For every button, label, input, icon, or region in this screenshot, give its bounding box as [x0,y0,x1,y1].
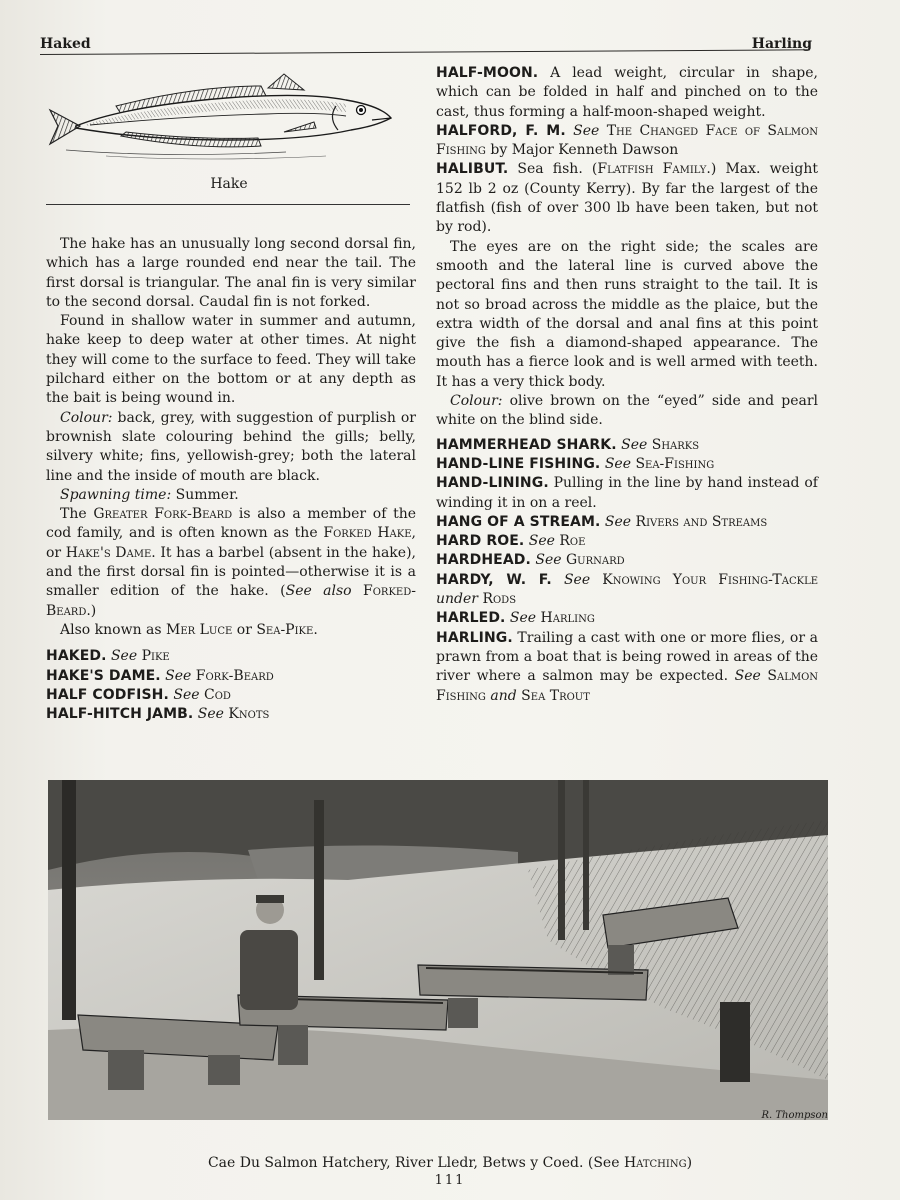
colour-text: back, grey, with suggestion of purplish or brownish slate colouring behind the gills; belly, silvery white; fins, yellowish-grey; both the lateral line and the inside of mouth are black. [46,409,416,484]
hake-paragraph-spawning [46,486,416,505]
entry-hakes-dame [46,667,416,686]
text-run: . It has a barbel (absent in the hake), and the first dorsal fin is pointed—otherwise it is a smaller edition of the hake. ( [46,544,416,600]
cross-reference: Sea Trout [521,687,590,704]
definition: Trailing a cast with one or more flies, or a prawn from a boat that is being rowed in areas of the river where a salmon may be expected. [436,629,818,685]
cross-reference: Rivers and Streams [635,513,768,530]
entry-harling [436,629,818,706]
text-run: .) [86,602,97,619]
see-label: See [173,686,200,703]
headword: HARDY, W. F. [436,571,552,588]
text-run: ) [686,1155,693,1171]
hake-paragraph-fins: The hake has an unusually long second dorsal fin, which has a large rounded end near the tail. The first dorsal is triangular. The anal fin is very similar to the second dorsal. Caudal fin is not forked. [46,236,416,310]
cross-reference: Flatfish Family. [597,161,711,178]
cross-reference: Sharks [651,436,700,453]
cross-reference: Sea-Pike [256,621,314,638]
headword: HAKE'S DAME. [46,667,161,684]
halibut-paragraph-colour [436,392,818,431]
cross-reference: Knowing Your Fishing-Tackle [602,571,819,588]
cross-reference: Hatching [623,1155,687,1171]
see-label: See [535,552,562,569]
headword: HAND-LINE FISHING. [436,455,601,472]
right-column [436,64,818,706]
cross-reference: Pike [141,648,170,665]
colour-text: olive brown on the “eyed” side and pearl white on the blind side. [436,393,818,429]
see-label: See [197,706,224,723]
entry-half-codfish [46,686,416,705]
spawning-text: Summer. [171,486,239,503]
headword: HAMMERHEAD SHARK. [436,436,617,453]
definition: by Major Kenneth Dawson [485,142,679,159]
entry-hand-line-fishing [436,455,818,474]
entry-hard-roe [436,532,818,551]
photo-credit: R. Thompson [761,1110,828,1121]
text-run: is also a member of the cod family, and is often known as the [46,506,417,542]
entry-halibut [436,160,818,237]
see-label: See [165,667,192,684]
entry-half-moon [436,64,818,122]
figure-rule [46,204,410,205]
hake-paragraph-colour [46,409,416,486]
and-label: and [490,687,517,704]
cross-reference: Rods [482,591,517,608]
running-head-left: Haked [40,36,91,52]
under-label: under [436,591,478,608]
text-run: or [232,621,257,638]
cross-reference: Mer Luce [166,621,233,638]
entry-hang-of-a-stream [436,513,818,532]
headword: HARDHEAD. [436,552,531,569]
entry-hardy [436,571,818,610]
text-run: ) Max. weight 152 lb 2 oz (County Kerry). By far the largest of the flatfish (fish of over 300 lb have been taken, but not by rod). [436,161,818,236]
cross-reference: Greater Fork-Beard [93,506,233,523]
headword: HALF-MOON. [436,65,539,81]
hake-paragraph-aka [46,621,416,640]
colour-label: Colour: [450,393,503,410]
cross-reference: Sea-Fishing [635,455,715,472]
cross-reference: Roe [559,533,586,550]
headword: HARLED. [436,610,506,627]
text-run: Also known as [60,621,167,638]
text-run: . [313,621,318,638]
see-label: See [573,122,600,139]
definition: A lead weight, circular in shape, which can be folded in half and pinched on to the cast, thus forming a half-moon-shaped weight. [436,65,818,120]
header-rule [40,49,810,55]
entry-half-hitch-jamb [46,705,416,724]
halibut-paragraph-description: The eyes are on the right side; the scales are smooth and the lateral line is curved above the pectoral fins and then runs straight to the tail. It is not so broad across the middle as the plaice, but the extra width of the dorsal and anal fins at this point give the fish a diamond-shaped appearance. The mouth has a fierce look and is well armed with teeth. It has a very thick body. [436,238,818,390]
headword: HARLING. [436,629,513,646]
headword: HALF CODFISH. [46,686,169,703]
see-label: See [621,436,648,453]
see-label: See [734,668,761,685]
spawning-label: Spawning time: [60,486,172,503]
text-run: Sea fish. ( [508,161,598,178]
text-run: Cae Du Salmon Hatchery, River Lledr, Betws y Coed. (See [207,1155,624,1171]
see-label: See [563,571,591,588]
see-label: See [110,648,138,665]
headword: HALFORD, F. M. [436,122,566,139]
entry-harled [436,609,818,628]
cross-reference: Knots [228,706,270,723]
cross-reference: The Changed Face of Salmon Fishing [436,122,818,159]
headword: HALF-HITCH JAMB. [46,706,194,723]
headword: HALIBUT. [436,161,509,178]
left-column [46,235,416,724]
cross-reference: Salmon Fishing [436,668,819,704]
colour-label: Colour: [60,409,113,426]
headword: HANG OF A STREAM. [436,513,601,530]
see-label: See [604,513,632,530]
running-head-right: Harling [751,36,812,52]
photo-caption [0,1155,900,1171]
text-run: , or [46,525,416,561]
see-label: See [528,533,555,550]
see-label: See [509,610,537,627]
see-label: See [604,455,631,472]
hake-fish-drawing [46,66,412,176]
hake-illustration [46,66,412,206]
entry-haked [46,647,416,666]
text-run: The [60,506,94,523]
cross-reference: Forked-Beard [46,583,416,619]
cross-reference: Forked Hake [323,525,412,542]
headword: HAND-LINING. [436,475,549,492]
definition: Pulling in the line by hand instead of winding it in on a reel. [436,475,818,511]
entry-halford [436,122,818,161]
see-also-label: See also [285,583,352,600]
figure-caption: Hake [210,176,248,192]
hatchery-photograph [48,780,828,1120]
headword: HARD ROE. [436,533,525,550]
entry-hand-lining [436,474,818,513]
cross-reference: Gurnard [566,552,625,569]
hake-paragraph-forkbeard [46,505,416,621]
entry-hammerhead-shark [436,436,818,455]
cross-reference: Hake's Dame [65,544,152,561]
hake-paragraph-habitat: Found in shallow water in summer and autumn, hake keep to deep water at other times. At night they will come to the surface to feed. They will take pilchard either on the bottom or at any depth as the bait is being wound in. [46,313,416,407]
page-number: 111 [434,1173,466,1188]
entry-hardhead [436,551,818,570]
cross-reference: Cod [203,686,231,703]
cross-reference: Harling [540,610,595,627]
headword: HAKED. [46,648,107,665]
cross-reference: Fork-Beard [195,667,274,684]
